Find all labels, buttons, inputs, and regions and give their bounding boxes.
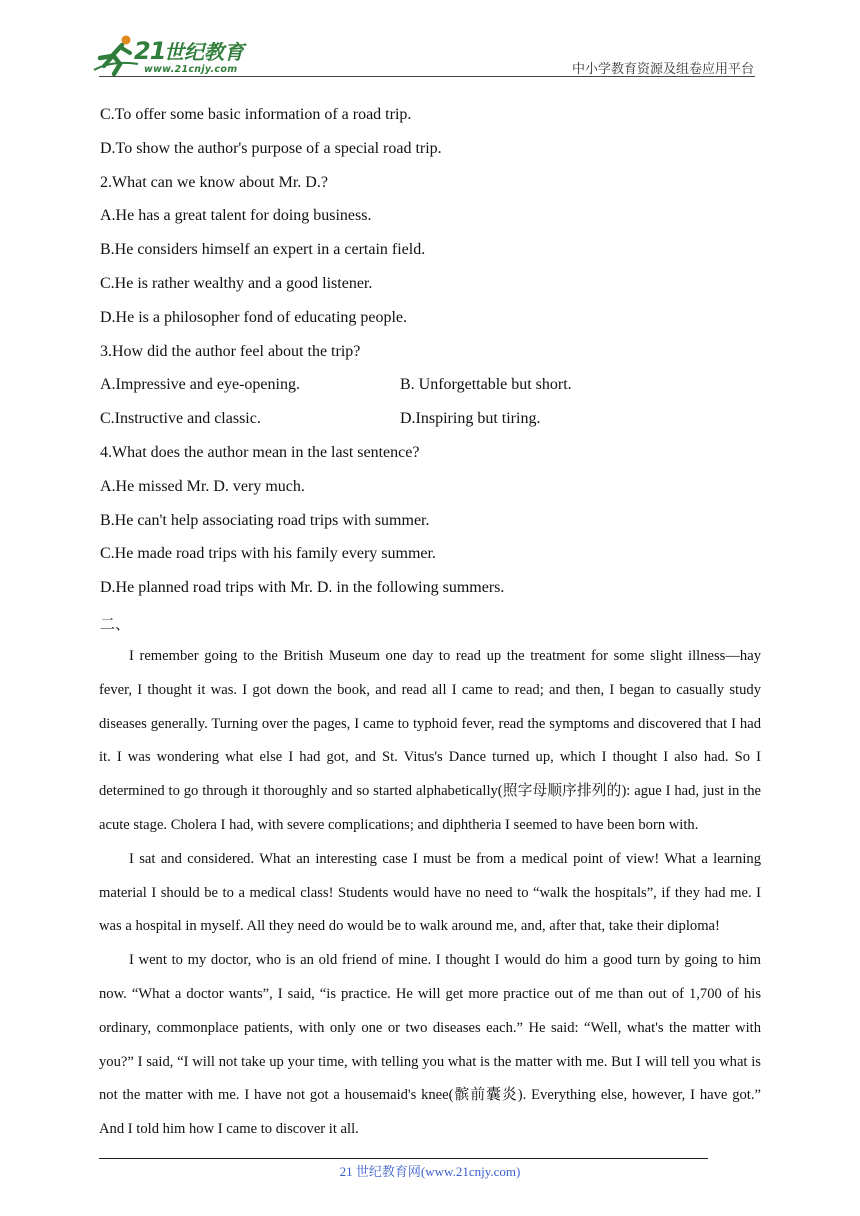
- question-line: A.He missed Mr. D. very much.: [100, 477, 305, 495]
- question-line: [100, 402, 760, 436]
- question-line: A.He has a great talent for doing business.: [100, 207, 372, 225]
- passage-paragraph: I sat and considered. What an interesting case I must be from a medical point of view! What a learning material I should be to a medical class! Students would have no need to “walk the hospitals”, if they had me. I was a hospital in myself. All they need do would be to walk around me, and, after that, take their diploma!: [99, 850, 761, 935]
- question-list: [100, 98, 760, 605]
- passage-paragraph: I went to my doctor, who is an old friend of mine. I thought I would do him a good turn by going to him now. “What a doctor wants”, I said, “is practice. He will get more practice out of me than out of 1,700 of his ordinary, commonplace patients, with only one or two diseases each.” He said: “Well, what's the matter with you?” I said, “I will not take up your time, with telling you what is the matter with me. But I will tell you what is not the matter with me. I have not got a housemaid's knee(髌前囊炎). Everything else, however, I have got.” And I told him how I came to discover it all.: [99, 952, 761, 1138]
- question-line: C.He is rather wealthy and a good listener.: [100, 274, 373, 292]
- question-line: C.He made road trips with his family every summer.: [100, 545, 436, 563]
- question-line: D.He planned road trips with Mr. D. in the following summers.: [100, 579, 505, 597]
- page-header: [0, 0, 860, 80]
- logo-number: 21: [134, 37, 166, 65]
- site-logo[interactable]: [92, 34, 262, 78]
- logo-url: www.21cnjy.com: [144, 64, 238, 75]
- header-platform-text: 中小学教育资源及组卷应用平台: [571, 62, 754, 77]
- header-divider: [99, 76, 755, 77]
- question-line: C.To offer some basic information of a road trip.: [100, 106, 412, 123]
- question-line: 4.What does the author mean in the last sentence?: [100, 443, 420, 461]
- question-line: D.To show the author's purpose of a special road trip.: [100, 139, 442, 157]
- question-line: 2.What can we know about Mr. D.?: [100, 173, 328, 191]
- option-c: C.Instructive and classic.: [100, 410, 261, 428]
- question-line: B.He considers himself an expert in a certain field.: [100, 241, 426, 259]
- option-d: D.Inspiring but tiring.: [400, 410, 541, 428]
- question-line: [100, 368, 760, 402]
- section-heading: 二、: [100, 615, 131, 633]
- question-line: 3.How did the author feel about the trip?: [100, 342, 361, 360]
- passage-paragraph: I remember going to the British Museum one day to read up the treatment for some slight illness—hay fever, I thought it was. I got down the book, and read all I came to read; and then, I began to casually study diseases generally. Turning over the pages, I came to typhoid fever, read the symptoms and discovered that I had it. I was wondering what else I had got, and St. Vitus's Dance turned up, which I thought I also had. So I determined to go through it thoroughly and so started alphabetically(照字母顺序排列的): ague I had, just in the acute stage. Cholera I had, with severe complications; and diphtheria I seemed to have been born with.: [99, 648, 761, 833]
- footer-divider: [99, 1158, 708, 1159]
- footer-link[interactable]: 21 世纪教育网(www.21cnjy.com): [339, 1164, 521, 1179]
- option-b: B. Unforgettable but short.: [400, 376, 572, 394]
- question-line: B.He can't help associating road trips with summer.: [100, 511, 430, 529]
- question-line: D.He is a philosopher fond of educating people.: [100, 308, 408, 326]
- reading-passage: [99, 640, 761, 1147]
- option-a: A.Impressive and eye-opening.: [100, 376, 300, 394]
- logo-name: 世纪教育: [164, 40, 244, 64]
